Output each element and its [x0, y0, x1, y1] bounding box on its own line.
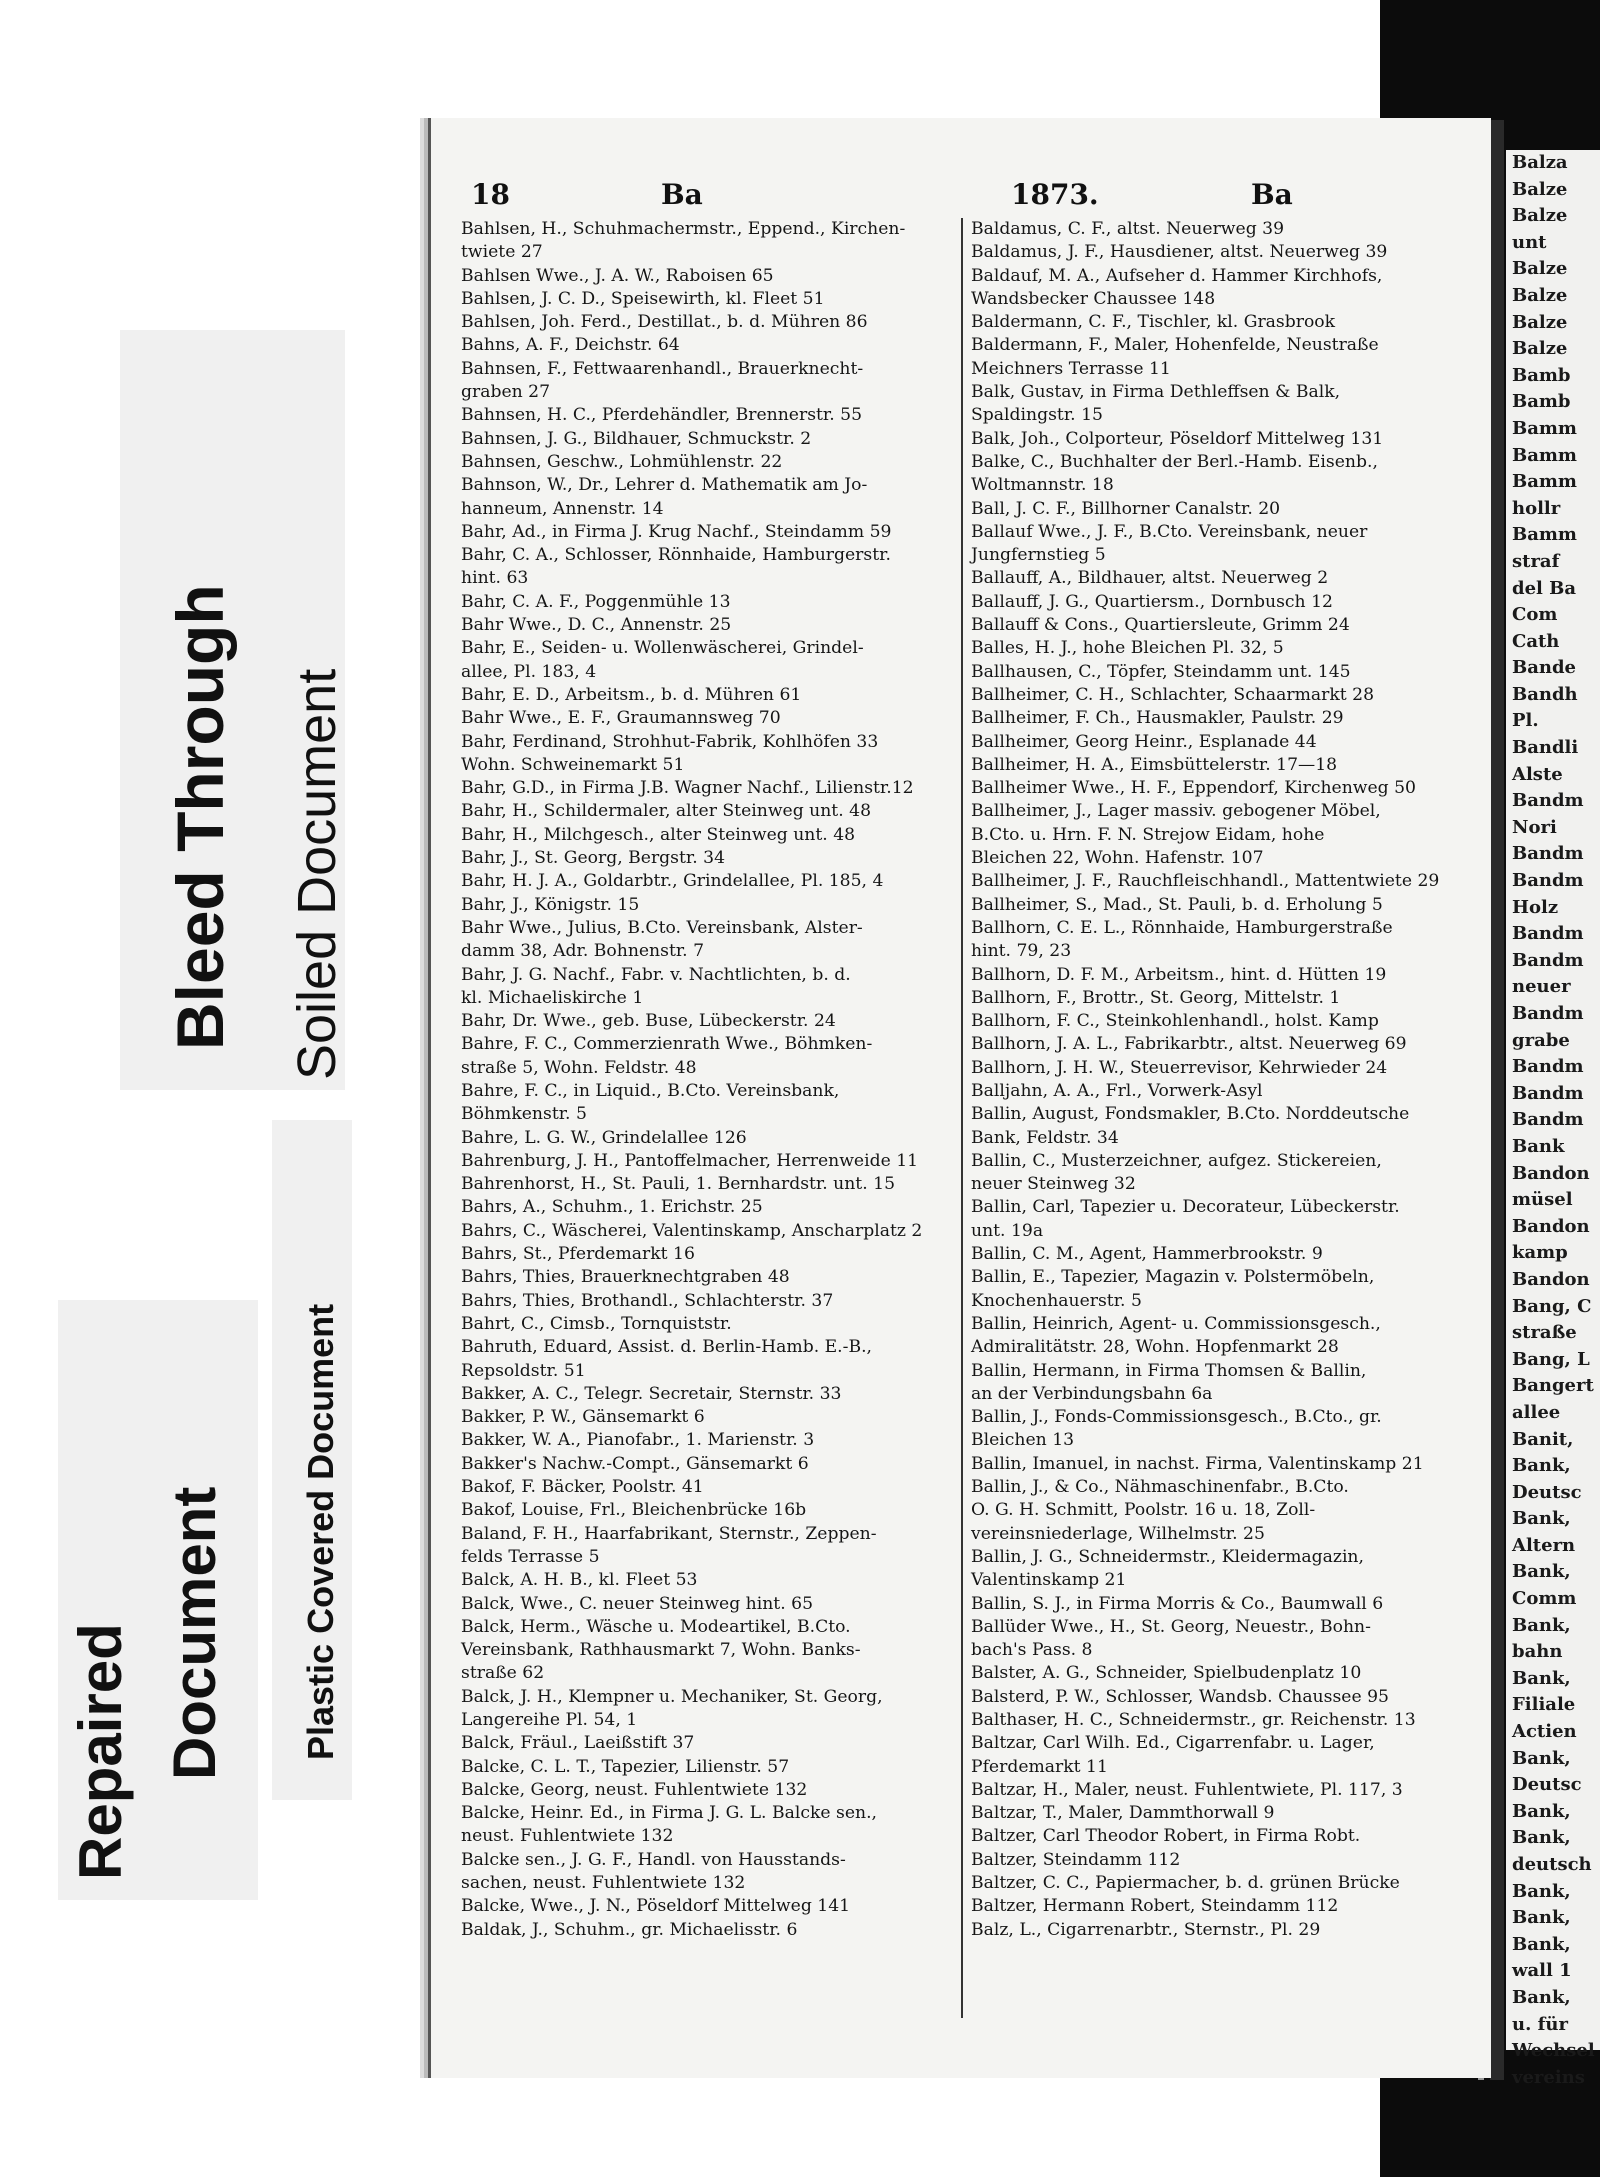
directory-entry: Bahr, Dr. Wwe., geb. Buse, Lübeckerstr. 24: [461, 1011, 836, 1032]
directory-entry: Ballauf Wwe., J. F., B.Cto. Vereinsbank, neuer: [971, 521, 1368, 542]
directory-entry: allee: [1512, 1401, 1561, 1423]
directory-entry: Baldamus, C. F., altst. Neuerweg 39: [971, 219, 1285, 239]
directory-entry: Ballin, J., Fonds-Commissionsgesch., B.Cto., gr.: [971, 1407, 1382, 1428]
directory-entry: Balcke, Wwe., J. N., Pöseldorf Mittelweg 141: [461, 1896, 851, 1917]
directory-entry: Bamm: [1512, 444, 1577, 466]
directory-entry: Bahlsen, J. C. D., Speisewirth, kl. Fleet 51: [461, 288, 825, 309]
directory-entry: Bahrs, St., Pferdemarkt 16: [461, 1244, 695, 1265]
directory-entry: Bank,: [1512, 1800, 1571, 1822]
directory-entry: Bahrs, A., Schuhm., 1. Erichstr. 25: [461, 1197, 763, 1218]
directory-entry: sachen, neust. Fuhlentwiete 132: [461, 1873, 746, 1894]
directory-entry: Bangert: [1512, 1375, 1594, 1397]
directory-entry: Valentinskamp 21: [971, 1570, 1127, 1591]
right-keyword: Ba: [1251, 178, 1293, 211]
directory-entry: Bandm: [1512, 1082, 1584, 1104]
directory-entry: Balze: [1512, 205, 1568, 227]
directory-entry: kamp: [1512, 1242, 1568, 1264]
directory-entry: Bahr, H. J. A., Goldarbtr., Grindelallee, Pl. 185, 4: [461, 871, 884, 892]
page-year: 1873.: [1011, 178, 1099, 211]
directory-entry: neuer: [1512, 976, 1571, 998]
directory-entry: Bandon: [1512, 1215, 1590, 1237]
directory-entry: Comm: [1512, 1588, 1577, 1610]
directory-entry: Ballheimer, F. Ch., Hausmakler, Paulstr. 29: [971, 708, 1344, 729]
directory-entry: Balze: [1512, 258, 1568, 280]
directory-page: [428, 118, 1491, 2078]
directory-entry: Ballin, C. M., Agent, Hammerbrookstr. 9: [971, 1244, 1323, 1265]
directory-entry: Ballhorn, J. A. L., Fabrikarbtr., altst. Neuerweg 69: [971, 1034, 1407, 1055]
directory-entry: Balcke, C. L. T., Tapezier, Lilienstr. 57: [461, 1756, 790, 1777]
directory-entry: Bahlsen, Joh. Ferd., Destillat., b. d. Mühren 86: [461, 312, 868, 333]
left-column: [461, 218, 951, 1942]
directory-entry: Bakker, P. W., Gänsemarkt 6: [461, 1407, 705, 1428]
directory-entry: Bahruth, Eduard, Assist. d. Berlin-Hamb. E.-B.,: [461, 1337, 873, 1358]
directory-entry: Bandm: [1512, 923, 1584, 945]
directory-entry: Bahns, A. F., Deichstr. 64: [461, 335, 680, 356]
directory-entry: Bahr, C. A. F., Poggenmühle 13: [461, 591, 731, 612]
directory-entry: Bank,: [1512, 1455, 1571, 1477]
directory-entry: Bande: [1512, 657, 1577, 679]
directory-entry: Bandon: [1512, 1268, 1590, 1290]
directory-entry: Filiale: [1512, 1694, 1576, 1716]
directory-entry: Baltzar, Carl Wilh. Ed., Cigarrenfabr. u. Lager,: [971, 1733, 1375, 1754]
directory-entry: straße: [1512, 1322, 1577, 1344]
directory-entry: Deutsc: [1512, 1481, 1582, 1503]
plastic-covered-label: Plastic Covered Document: [300, 1303, 341, 1760]
page-gutter: [1490, 120, 1504, 2080]
directory-entry: Ballhorn, F., Brottr., St. Georg, Mittelstr. 1: [971, 987, 1341, 1008]
directory-entry: Bahr, J., St. Georg, Bergstr. 34: [461, 848, 726, 869]
directory-entry: Ballin, Imanuel, in nachst. Firma, Valentinskamp 21: [971, 1453, 1424, 1474]
soiled-document-label: Soiled Document: [287, 668, 347, 1080]
directory-entry: Bahr Wwe., D. C., Annenstr. 25: [461, 615, 732, 636]
bleed-through-label: Bleed Through: [163, 584, 237, 1050]
directory-entry: grabe: [1512, 1029, 1570, 1051]
directory-entry: straße 5, Wohn. Feldstr. 48: [461, 1057, 697, 1078]
directory-entry: Bahr, C. A., Schlosser, Rönnhaide, Hamburgerstr.: [461, 545, 891, 566]
directory-entry: Bandh: [1512, 683, 1578, 705]
directory-entry: Ballhorn, F. C., Steinkohlenhandl., holst. Kamp: [971, 1011, 1379, 1032]
page-number: 18: [471, 178, 510, 211]
directory-entry: Bandm: [1512, 1109, 1584, 1131]
directory-entry: felds Terrasse 5: [461, 1546, 600, 1567]
directory-entry: Ballheimer, H. A., Eimsbüttelerstr. 17—18: [971, 754, 1338, 775]
directory-entry: Bahr, J., Königstr. 15: [461, 894, 640, 915]
directory-entry: Bahrs, Thies, Brauerknechtgraben 48: [461, 1267, 790, 1288]
directory-entry: Wohn. Schweinemarkt 51: [461, 754, 685, 775]
directory-entry: Wechsel: [1512, 2040, 1595, 2062]
directory-entry: Baltzar, H., Maler, neust. Fuhlentwiete, Pl. 117, 3: [971, 1779, 1403, 1800]
directory-entry: Balthaser, H. C., Schneidermstr., gr. Reichenstr. 13: [971, 1710, 1416, 1730]
directory-entry: Bahr, E. D., Arbeitsm., b. d. Mühren 61: [461, 684, 802, 705]
directory-entry: Balck, J. H., Klempner u. Mechaniker, St. Georg,: [461, 1686, 883, 1707]
directory-entry: vereinsniederlage, Wilhelmstr. 25: [971, 1523, 1265, 1544]
right-column: [971, 218, 1461, 1942]
directory-entry: u. für: [1512, 2013, 1568, 2035]
directory-entry: unt: [1512, 231, 1547, 253]
directory-entry: Ballheimer, J. F., Rauchfleischhandl., Mattentwiete 29: [971, 871, 1440, 892]
directory-entry: Ball, J. C. F., Billhorner Canalstr. 20: [971, 498, 1281, 519]
directory-entry: Ballin, S. J., in Firma Morris & Co., Baumwall 6: [971, 1593, 1384, 1614]
directory-entry: kl. Michaeliskirche 1: [461, 987, 644, 1008]
directory-entry: Bahr Wwe., Julius, B.Cto. Vereinsbank, Alster-: [461, 917, 863, 938]
directory-entry: graben 27: [461, 382, 551, 403]
directory-entry: Actien: [1512, 1721, 1577, 1743]
directory-entry: Cath: [1512, 630, 1560, 652]
directory-entry: Baltzer, C. C., Papiermacher, b. d. grünen Brücke: [971, 1873, 1400, 1894]
directory-entry: Bahr, G.D., in Firma J.B. Wagner Nachf., Lilienstr.12: [461, 778, 914, 799]
directory-entry: Repsoldstr. 51: [461, 1360, 586, 1381]
directory-entry: Bahnsen, Geschw., Lohmühlenstr. 22: [461, 451, 783, 472]
directory-entry: allee, Pl. 183, 4: [461, 661, 597, 682]
directory-entry: Bank,: [1512, 1880, 1571, 1902]
directory-entry: Bang, L: [1512, 1348, 1590, 1370]
directory-entry: an der Verbindungsbahn 6a: [971, 1383, 1213, 1404]
directory-entry: Bandm: [1512, 790, 1584, 812]
directory-entry: straße 62: [461, 1663, 545, 1684]
adjacent-page-fragment: [1506, 150, 1600, 2088]
directory-entry: Bahnsen, J. G., Bildhauer, Schmuckstr. 2: [461, 428, 812, 449]
directory-entry: bahn: [1512, 1641, 1563, 1663]
directory-entry: Bandm: [1512, 1056, 1584, 1078]
directory-entry: Baltzer, Carl Theodor Robert, in Firma Robt.: [971, 1826, 1361, 1847]
directory-entry: Balljahn, A. A., Frl., Vorwerk-Asyl: [971, 1080, 1263, 1101]
directory-entry: Baltzar, T., Maler, Dammthorwall 9: [971, 1803, 1275, 1824]
directory-entry: hint. 79, 23: [971, 941, 1072, 962]
directory-entry: Bandm: [1512, 949, 1584, 971]
directory-entry: Ballauff & Cons., Quartiersleute, Grimm 24: [971, 615, 1350, 636]
directory-entry: Wandsbecker Chaussee 148: [971, 288, 1216, 309]
directory-entry: bach's Pass. 8: [971, 1640, 1093, 1661]
directory-entry: Meichners Terrasse 11: [971, 358, 1171, 379]
directory-entry: Bank,: [1512, 1907, 1571, 1929]
directory-entry: Ballin, J., & Co., Nähmaschinenfabr., B.Cto.: [971, 1477, 1349, 1498]
directory-entry: Bahre, F. C., Commerzienrath Wwe., Böhmken-: [461, 1034, 873, 1055]
directory-entry: Böhmkenstr. 5: [461, 1104, 587, 1125]
directory-entry: Balze: [1512, 178, 1568, 200]
directory-entry: Bakof, Louise, Frl., Bleichenbrücke 16b: [461, 1500, 807, 1521]
directory-entry: Com: [1512, 604, 1558, 626]
directory-entry: Balze: [1512, 338, 1568, 360]
directory-entry: Altern: [1512, 1534, 1576, 1556]
directory-entry: Baldermann, F., Maler, Hohenfelde, Neustraße: [971, 335, 1379, 356]
directory-entry: Baldauf, M. A., Aufseher d. Hammer Kirchhofs,: [971, 265, 1383, 286]
directory-entry: Ballhorn, D. F. M., Arbeitsm., hint. d. Hütten 19: [971, 964, 1387, 985]
repaired-label-line1: Repaired: [67, 1623, 134, 1880]
directory-entry: Balck, A. H. B., kl. Fleet 53: [461, 1570, 698, 1591]
directory-entry: O. G. H. Schmitt, Poolstr. 16 u. 18, Zoll-: [971, 1500, 1316, 1521]
directory-entry: Balze: [1512, 311, 1568, 333]
directory-entry: Baldermann, C. F., Tischler, kl. Grasbrook: [971, 312, 1336, 333]
directory-entry: hanneum, Annenstr. 14: [461, 498, 664, 519]
directory-entry: Bakker, A. C., Telegr. Secretair, Sternstr. 33: [461, 1383, 842, 1404]
directory-entry: hollr: [1512, 497, 1561, 519]
directory-entry: Ballin, Carl, Tapezier u. Decorateur, Lübeckerstr.: [971, 1197, 1400, 1218]
directory-entry: Vereinsbank, Rathhausmarkt 7, Wohn. Banks-: [461, 1640, 861, 1661]
directory-entry: Bank: [1512, 1135, 1565, 1157]
directory-entry: Balsterd, P. W., Schlosser, Wandsb. Chaussee 95: [971, 1686, 1389, 1707]
directory-entry: Langereihe Pl. 54, 1: [461, 1710, 638, 1730]
directory-entry: Baland, F. H., Haarfabrikant, Sternstr., Zeppen-: [461, 1523, 877, 1544]
directory-entry: Pferdemarkt 11: [971, 1756, 1108, 1777]
directory-entry: Bahr, Ad., in Firma J. Krug Nachf., Steindamm 59: [461, 521, 892, 542]
directory-entry: Ballhorn, J. H. W., Steuerrevisor, Kehrwieder 24: [971, 1057, 1388, 1078]
directory-entry: wall 1: [1512, 1960, 1572, 1982]
directory-entry: damm 38, Adr. Bohnenstr. 7: [461, 941, 705, 962]
directory-entry: Bahrt, C., Cimsb., Tornquiststr.: [461, 1313, 732, 1334]
directory-entry: Balcke, Heinr. Ed., in Firma J. G. L. Balcke sen.,: [461, 1803, 878, 1824]
directory-entry: Balck, Wwe., C. neuer Steinweg hint. 65: [461, 1593, 814, 1614]
page-header: [471, 178, 1461, 218]
directory-entry: Spaldingstr. 15: [971, 405, 1103, 426]
directory-entry: Balze: [1512, 284, 1568, 306]
directory-entry: Deutsc: [1512, 1774, 1582, 1796]
directory-entry: Bamm: [1512, 471, 1577, 493]
directory-entry: straf: [1512, 550, 1560, 572]
repaired-label-line2: Document: [161, 1486, 228, 1780]
directory-entry: Ballheimer, C. H., Schlachter, Schaarmarkt 28: [971, 684, 1375, 705]
directory-entry: unt. 19a: [971, 1220, 1044, 1241]
directory-entry: Ballin, J. G., Schneidermstr., Kleidermagazin,: [971, 1546, 1364, 1567]
directory-entry: Banit,: [1512, 1428, 1574, 1450]
directory-entry: Bank,: [1512, 1747, 1571, 1769]
directory-entry: Woltmannstr. 18: [971, 475, 1114, 496]
directory-entry: Ballheimer, J., Lager massiv. gebogener Möbel,: [971, 801, 1381, 822]
directory-entry: Ballin, Heinrich, Agent- u. Commissionsgesch.,: [971, 1313, 1381, 1334]
directory-entry: Bleichen 22, Wohn. Hafenstr. 107: [971, 848, 1264, 869]
directory-entry: Ballin, Hermann, in Firma Thomsen & Ballin,: [971, 1360, 1367, 1381]
column-divider: [961, 218, 963, 2018]
directory-entry: Ballin, C., Musterzeichner, aufgez. Stickereien,: [971, 1150, 1382, 1171]
directory-entry: Bank,: [1512, 1561, 1571, 1583]
directory-entry: Bandon: [1512, 1162, 1590, 1184]
directory-entry: Bahre, L. G. W., Grindelallee 126: [461, 1127, 747, 1148]
directory-entry: Admiralitätstr. 28, Wohn. Hopfenmarkt 28: [971, 1337, 1339, 1358]
directory-entry: Pl.: [1512, 710, 1539, 732]
directory-entry: Baltzer, Hermann Robert, Steindamm 112: [971, 1896, 1339, 1917]
directory-entry: Balck, Fräul., Laeißstift 37: [461, 1733, 695, 1754]
directory-entry: deutsch: [1512, 1854, 1592, 1875]
directory-entry: Bank,: [1512, 1986, 1571, 2008]
directory-entry: Bahr, H., Milchgesch., alter Steinweg unt. 48: [461, 824, 856, 845]
directory-entry: Bakker's Nachw.-Compt., Gänsemarkt 6: [461, 1453, 809, 1474]
directory-entry: B.Cto. u. Hrn. F. N. Strejow Eidam, hohe: [971, 824, 1325, 845]
directory-entry: Bahrenburg, J. H., Pantoffelmacher, Herrenweide 11: [461, 1150, 919, 1171]
directory-entry: Bahlsen Wwe., J. A. W., Raboisen 65: [461, 265, 774, 286]
directory-entry: Baltzer, Steindamm 112: [971, 1849, 1181, 1870]
directory-entry: Bahlsen, H., Schuhmachermstr., Eppend., Kirchen-: [461, 219, 906, 239]
directory-entry: Balz, L., Cigarrenarbtr., Sternstr., Pl. 29: [971, 1919, 1321, 1940]
directory-entry: Bahrs, Thies, Brothandl., Schlachterstr. 37: [461, 1290, 834, 1311]
directory-entry: Bahr, J. G. Nachf., Fabr. v. Nachtlichten, b. d.: [461, 964, 851, 985]
directory-entry: Baldak, J., Schuhm., gr. Michaelisstr. 6: [461, 1919, 798, 1940]
directory-entry: müsel: [1512, 1189, 1573, 1211]
directory-entry: Bahnson, W., Dr., Lehrer d. Mathematik am Jo-: [461, 475, 868, 496]
directory-entry: Holz: [1512, 896, 1559, 918]
left-keyword: Ba: [661, 178, 703, 211]
directory-entry: Balk, Joh., Colporteur, Pöseldorf Mittelweg 131: [971, 428, 1384, 449]
directory-entry: Bank, Feldstr. 34: [971, 1127, 1119, 1148]
directory-entry: Ballauff, A., Bildhauer, altst. Neuerweg 2: [971, 568, 1329, 589]
directory-entry: neust. Fuhlentwiete 132: [461, 1826, 674, 1847]
directory-entry: Ballin, August, Fondsmakler, B.Cto. Norddeutsche: [971, 1104, 1410, 1125]
directory-entry: Bahr, Ferdinand, Strohhut-Fabrik, Kohlhöfen 33: [461, 731, 879, 752]
directory-entry: Ballhorn, C. E. L., Rönnhaide, Hamburgerstraße: [971, 917, 1393, 938]
directory-entry: Bank,: [1512, 1508, 1571, 1530]
directory-entry: Bahr Wwe., E. F., Graumannsweg 70: [461, 708, 781, 729]
directory-entry: Bleichen 13: [971, 1430, 1075, 1451]
directory-entry: Bang, C: [1512, 1295, 1592, 1317]
directory-entry: Bahre, F. C., in Liquid., B.Cto. Vereinsbank,: [461, 1080, 840, 1101]
directory-entry: Jungfernstieg 5: [971, 545, 1106, 566]
directory-entry: Ballin, E., Tapezier, Magazin v. Polstermöbeln,: [971, 1267, 1375, 1288]
directory-entry: Bank,: [1512, 1667, 1571, 1689]
directory-entry: Bakker, W. A., Pianofabr., 1. Marienstr. 3: [461, 1430, 815, 1451]
directory-entry: Bahnsen, H. C., Pferdehändler, Brennerstr. 55: [461, 405, 863, 426]
directory-entry: Bahr, E., Seiden- u. Wollenwäscherei, Grindel-: [461, 638, 864, 659]
directory-entry: Balcke sen., J. G. F., Handl. von Hausstands-: [461, 1849, 846, 1870]
directory-entry: Ballüder Wwe., H., St. Georg, Neuestr., Bohn-: [971, 1616, 1371, 1637]
directory-entry: Ballheimer, Georg Heinr., Esplanade 44: [971, 731, 1317, 752]
directory-entry: Balck, Herm., Wäsche u. Modeartikel, B.Cto.: [461, 1616, 851, 1637]
directory-entry: twiete 27: [461, 242, 543, 263]
directory-entry: Alste: [1512, 763, 1563, 785]
directory-entry: vereins: [1512, 2066, 1585, 2088]
directory-entry: Baldamus, J. F., Hausdiener, altst. Neuerweg 39: [971, 242, 1388, 263]
directory-entry: Nori: [1512, 816, 1557, 838]
directory-entry: del Ba: [1512, 577, 1577, 599]
directory-entry: Bank,: [1512, 1827, 1571, 1849]
directory-entry: neuer Steinweg 32: [971, 1174, 1136, 1195]
directory-entry: Bamb: [1512, 364, 1571, 386]
directory-entry: Bamm: [1512, 417, 1577, 439]
directory-entry: Balk, Gustav, in Firma Dethleffsen & Balk,: [971, 382, 1341, 403]
directory-entry: Knochenhauerstr. 5: [971, 1290, 1142, 1311]
directory-entry: Bahrs, C., Wäscherei, Valentinskamp, Anscharplatz 2: [461, 1220, 923, 1241]
directory-entry: Bahrenhorst, H., St. Pauli, 1. Bernhardstr. unt. 15: [461, 1174, 896, 1195]
directory-entry: Bamb: [1512, 391, 1571, 413]
directory-entry: hint. 63: [461, 568, 529, 589]
directory-entry: Balcke, Georg, neust. Fuhlentwiete 132: [461, 1779, 808, 1800]
directory-entry: Ballauff, J. G., Quartiersm., Dornbusch 12: [971, 591, 1333, 612]
directory-entry: Ballheimer Wwe., H. F., Eppendorf, Kirchenweg 50: [971, 778, 1416, 799]
directory-entry: Bamm: [1512, 524, 1577, 546]
directory-entry: Bandm: [1512, 843, 1584, 865]
directory-entry: Bandm: [1512, 1003, 1584, 1024]
directory-entry: Balles, H. J., hohe Bleichen Pl. 32, 5: [971, 638, 1284, 659]
directory-entry: Ballheimer, S., Mad., St. Pauli, b. d. Erholung 5: [971, 894, 1383, 915]
directory-entry: Bahnsen, F., Fettwaarenhandl., Brauerknecht-: [461, 358, 864, 379]
directory-entry: Balster, A. G., Schneider, Spielbudenplatz 10: [971, 1663, 1362, 1684]
directory-entry: Balza: [1512, 152, 1568, 173]
directory-entry: Bakof, F. Bäcker, Poolstr. 41: [461, 1477, 704, 1498]
directory-entry: Bahr, H., Schildermaler, alter Steinweg unt. 48: [461, 801, 872, 822]
directory-entry: Bandm: [1512, 870, 1584, 892]
directory-entry: Bandli: [1512, 737, 1579, 759]
directory-entry: Balke, C., Buchhalter der Berl.-Hamb. Eisenb.,: [971, 451, 1378, 472]
directory-entry: Bank,: [1512, 1614, 1571, 1636]
directory-entry: Bank,: [1512, 1933, 1571, 1955]
directory-entry: Ballhausen, C., Töpfer, Steindamm unt. 145: [971, 661, 1351, 682]
